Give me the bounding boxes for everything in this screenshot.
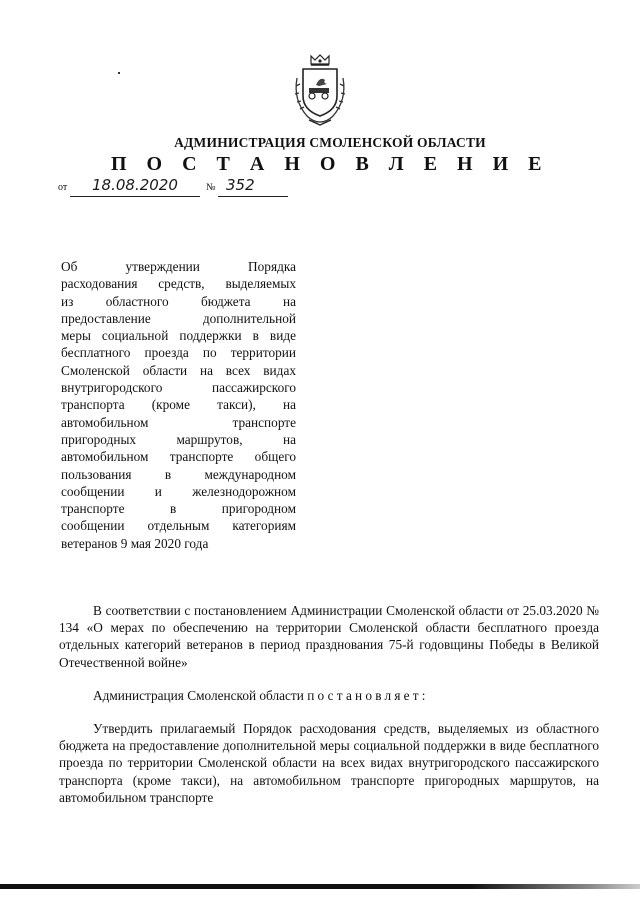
date-underline (70, 196, 200, 197)
subject-line: предоставление дополнительной (61, 310, 296, 326)
scan-speck (118, 72, 120, 74)
subject-line: автомобильном транспорте (61, 414, 296, 430)
number-underline (218, 196, 288, 197)
document-subject (61, 258, 296, 552)
number-label: № (206, 182, 216, 193)
subject-line: расходования средств, выделяемых (61, 276, 296, 292)
subject-line: транспорте в пригородном (61, 501, 296, 517)
subject-line: сообщении и железнодорожном (61, 483, 296, 499)
date-label: от (58, 182, 68, 193)
date-value: 18.08.2020 (92, 176, 178, 194)
preamble-paragraph: В соответствии с постановлением Администрации Смоленской области от 25.03.2020 № 134 «О мерах по обеспечению на территории Смоленской области бесплатного проезда отдельных категорий ветеранов в период празднования 75-й годовщины Победы в Великой Отечественной войне» (59, 603, 599, 670)
organization-title: АДМИНИСТРАЦИЯ СМОЛЕНСКОЙ ОБЛАСТИ (174, 135, 486, 150)
subject-line: из областного бюджета на (61, 293, 296, 309)
document-type-title: П О С Т А Н О В Л Е Н И Е (111, 153, 549, 175)
number-value: 352 (226, 176, 255, 194)
decree-verb: постановляет: (307, 688, 429, 703)
subject-line: автомобильном транспорте общего (61, 449, 296, 465)
subject-line: Смоленской области на всех видах (61, 362, 296, 378)
subject-line: пригородных маршрутов, на (61, 431, 296, 447)
subject-line: меры социальной поддержки в виде (61, 328, 296, 344)
subject-line: пользования в международном (61, 466, 296, 482)
decree-paragraph (59, 687, 599, 704)
coat-of-arms-icon (289, 52, 351, 128)
scan-bottom-edge-fade (470, 884, 640, 889)
subject-line: транспорта (кроме такси), на (61, 397, 296, 413)
subject-line: ветеранов 9 мая 2020 года (61, 535, 209, 551)
subject-line: Об утверждении Порядка (61, 259, 296, 274)
subject-line: бесплатного проезда по территории (61, 345, 296, 361)
resolution-paragraph: Утвердить прилагаемый Порядок расходования средств, выделяемых из областного бюджета на предоставление дополнительной меры социальной поддержки в виде бесплатного проезда по территории Смоленской области на всех видах внутригородского пассажирского транспорта (кроме такси), на автомобильном транспорте пригородных маршрутов, на автомобильном транспорте (59, 721, 599, 805)
subject-line: внутригородского пассажирского (61, 380, 296, 396)
subject-line: сообщении отдельным категориям (61, 518, 296, 534)
decree-prefix: Администрация Смоленской области (93, 688, 308, 703)
